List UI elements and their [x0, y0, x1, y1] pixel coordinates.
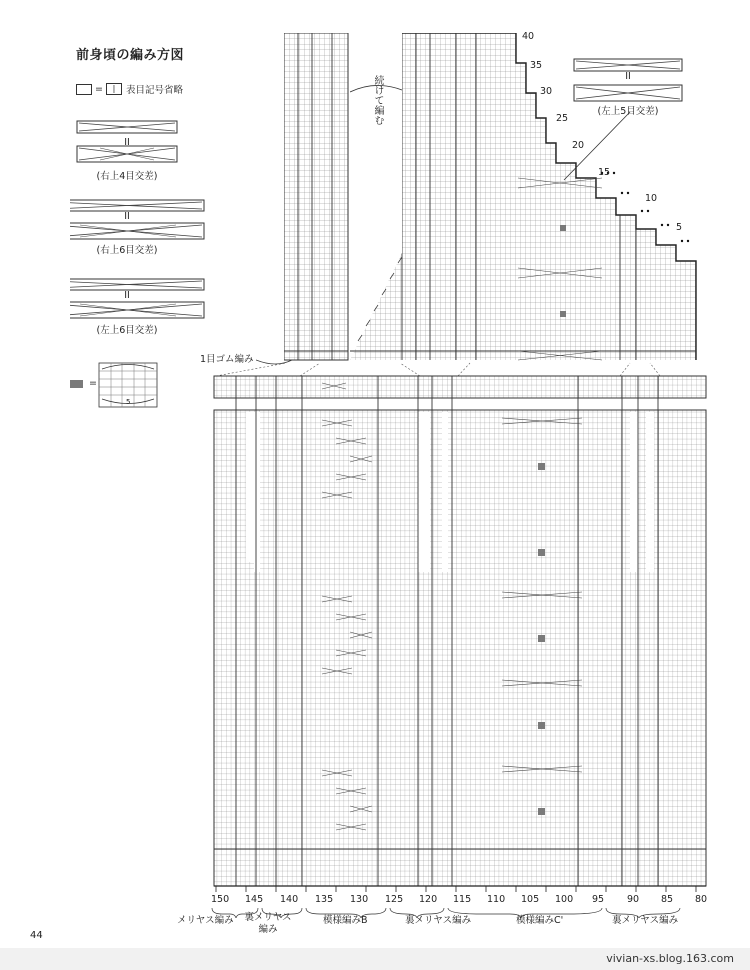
axis-140: 140: [280, 894, 299, 905]
gray-count: 5: [126, 398, 131, 406]
axis-100: 100: [555, 894, 574, 905]
row-number-40: 40: [522, 31, 535, 42]
row-number-20: 20: [572, 140, 585, 151]
axis-85: 85: [661, 894, 674, 905]
axis-80: 80: [695, 894, 708, 905]
equals-sign-1: II: [124, 137, 130, 148]
section-pattern-c: 模様編みC': [516, 915, 564, 926]
knit-cell-icon: |: [106, 83, 122, 95]
row-number-25: 25: [556, 113, 569, 124]
axis-105: 105: [521, 894, 540, 905]
watermark-text: vivian-xs.blog.163.com: [606, 952, 734, 965]
section-stockinette: メリヤス編み: [177, 915, 234, 926]
row-number-35: 35: [530, 60, 543, 71]
row-number-5: 5: [676, 222, 683, 233]
main-chart-grid: [212, 374, 712, 894]
gray-mark: [538, 722, 545, 729]
blank-cell-icon: [76, 84, 92, 95]
axis-120: 120: [419, 894, 438, 905]
abbrev-text: 表目記号省略: [125, 85, 183, 96]
gray-mark: [538, 635, 545, 642]
row-number-10: 10: [645, 193, 658, 204]
caption-cross-right4: (右上4目交差): [96, 171, 158, 182]
caption-cross-left6: (左上6目交差): [96, 325, 158, 336]
axis-150: 150: [211, 894, 230, 905]
cross-left5-icon: [572, 57, 687, 107]
gray-mark: [538, 808, 545, 815]
row-number-30: 30: [540, 86, 553, 97]
gray-mark: [560, 311, 566, 317]
continue-knit-label: 続けて編む: [372, 75, 383, 125]
section-pattern-b: 模様編みB: [323, 915, 368, 926]
axis-145: 145: [245, 894, 264, 905]
axis-130: 130: [350, 894, 369, 905]
axis-135: 135: [315, 894, 334, 905]
cable-legend-graphics: [70, 115, 215, 345]
row-number-15: 15: [598, 167, 611, 178]
abbrev-equals: =: [95, 83, 103, 95]
gray-equals: =: [89, 378, 97, 389]
equals-sign-3: II: [124, 290, 130, 301]
rib-label: 1目ゴム編み: [200, 354, 254, 365]
axis-115: 115: [453, 894, 472, 905]
caption-cross-left5: (左上5目交差): [597, 106, 659, 117]
equals-sign-4: II: [625, 71, 631, 82]
section-reverse-stockinette-3: 裏メリヤス編み: [612, 915, 679, 926]
axis-125: 125: [385, 894, 404, 905]
gray-mark: [538, 463, 545, 470]
page-title: 前身頃の編み方図: [76, 48, 185, 63]
axis-110: 110: [487, 894, 506, 905]
legend-abbrev: [76, 82, 183, 96]
equals-sign-2: II: [124, 211, 130, 222]
gray-mark: [538, 549, 545, 556]
section-reverse-stockinette-2: 裏メリヤス編み: [405, 915, 472, 926]
page-number: 44: [30, 930, 43, 941]
gray-mark: [560, 225, 566, 231]
gray-cell-icon: [70, 380, 83, 388]
caption-cross-right6: (右上6目交差): [96, 245, 158, 256]
axis-95: 95: [592, 894, 605, 905]
section-reverse-stockinette-1: 裏メリヤス編み: [244, 912, 292, 935]
axis-90: 90: [627, 894, 640, 905]
